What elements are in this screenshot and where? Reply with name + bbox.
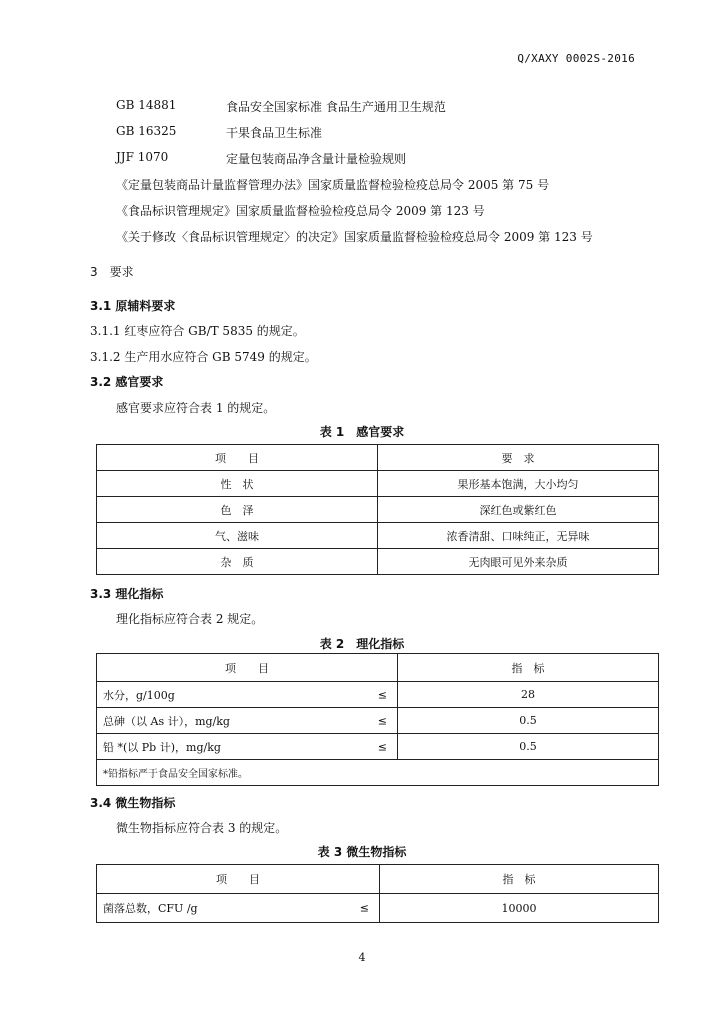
table-caption: 表 3 微生物指标 (317, 845, 407, 859)
column-header: 指 标 (380, 865, 659, 894)
operator: ≤ (377, 740, 387, 753)
table-cell: 深红色或紫红色 (378, 497, 659, 523)
table-cell (97, 734, 398, 760)
table-cell: 浓香清甜、口味纯正，无异味 (378, 523, 659, 549)
reference-code: GB 14881 (116, 98, 177, 112)
reference-title: 干果食品卫生标准 (226, 126, 323, 140)
table-cell: 0.5 (398, 708, 659, 734)
clause-text: 3.1.2 生产用水应符合 GB 5749 的规定。 (90, 350, 317, 364)
table-row (97, 549, 659, 575)
item-label: 铅 *(以 Pb 计)，mg/kg (103, 740, 221, 754)
table-cell (97, 708, 398, 734)
paragraph: 感官要求应符合表 1 的规定。 (116, 401, 276, 415)
paragraph: 理化指标应符合表 2 规定。 (116, 612, 264, 626)
reference-line: 《定量包装商品计量监督管理办法》国家质量监督检验检疫总局令 2005 第 75 号 (116, 178, 550, 192)
item-label: 总砷（以 As 计），mg/kg (103, 714, 230, 728)
column-header: 指 标 (398, 654, 659, 682)
operator: ≤ (377, 714, 387, 727)
table-row (97, 497, 659, 523)
page-number: 4 (358, 951, 366, 964)
item-label: 菌落总数，CFU /g (103, 902, 198, 915)
table-cell (97, 682, 398, 708)
table-cell: 气、滋味 (97, 523, 378, 549)
column-header: 项 目 (97, 654, 398, 682)
reference-code: GB 16325 (116, 124, 177, 138)
physicochemical-table (96, 653, 659, 786)
reference-line: 《食品标识管理规定》国家质量监督检验检疫总局令 2009 第 123 号 (116, 204, 485, 218)
table-cell: 0.5 (398, 734, 659, 760)
table-row (97, 471, 659, 497)
table-row (97, 523, 659, 549)
table-row (97, 708, 659, 734)
table-cell (97, 894, 380, 923)
table-cell: 10000 (380, 894, 659, 923)
subsection-heading: 3.2 感官要求 (90, 375, 164, 389)
microbiological-table (96, 864, 659, 923)
table-header-row (97, 654, 659, 682)
table-header-row (97, 445, 659, 471)
table-note-row (97, 760, 659, 786)
paragraph: 微生物指标应符合表 3 的规定。 (116, 821, 288, 835)
column-header: 项 目 (97, 865, 380, 894)
sensory-requirements-table (96, 444, 659, 575)
item-label: 水分，g/100g (103, 688, 175, 702)
table-cell: 果形基本饱满，大小均匀 (378, 471, 659, 497)
table-cell: 色 泽 (97, 497, 378, 523)
table-row (97, 894, 659, 923)
table-cell: 性 状 (97, 471, 378, 497)
table-caption: 表 1 感官要求 (319, 425, 405, 439)
reference-code: JJF 1070 (116, 150, 169, 164)
table-header-row (97, 865, 659, 894)
table-note: *铅指标严于食品安全国家标准。 (97, 760, 659, 786)
subsection-heading: 3.3 理化指标 (90, 587, 164, 601)
column-header: 项 目 (97, 445, 378, 471)
clause-text: 3.1.1 红枣应符合 GB/T 5835 的规定。 (90, 324, 305, 338)
reference-line: 《关于修改〈食品标识管理规定〉的决定》国家质量监督检验检疫总局令 2009 第 123 号 (116, 230, 593, 244)
column-header: 要 求 (378, 445, 659, 471)
reference-title: 定量包装商品净含量计量检验规则 (226, 152, 407, 166)
document-code: Q/XAXY 0002S-2016 (517, 52, 635, 65)
table-cell: 28 (398, 682, 659, 708)
table-row (97, 734, 659, 760)
table-caption: 表 2 理化指标 (319, 637, 405, 651)
section-heading: 3 要求 (90, 265, 134, 279)
table-cell: 无肉眼可见外来杂质 (378, 549, 659, 575)
operator: ≤ (377, 688, 387, 701)
reference-title: 食品安全国家标准 食品生产通用卫生规范 (226, 100, 446, 114)
subsection-heading: 3.1 原辅料要求 (90, 299, 176, 313)
table-row (97, 682, 659, 708)
subsection-heading: 3.4 微生物指标 (90, 796, 176, 810)
operator: ≤ (359, 901, 369, 915)
table-cell: 杂 质 (97, 549, 378, 575)
